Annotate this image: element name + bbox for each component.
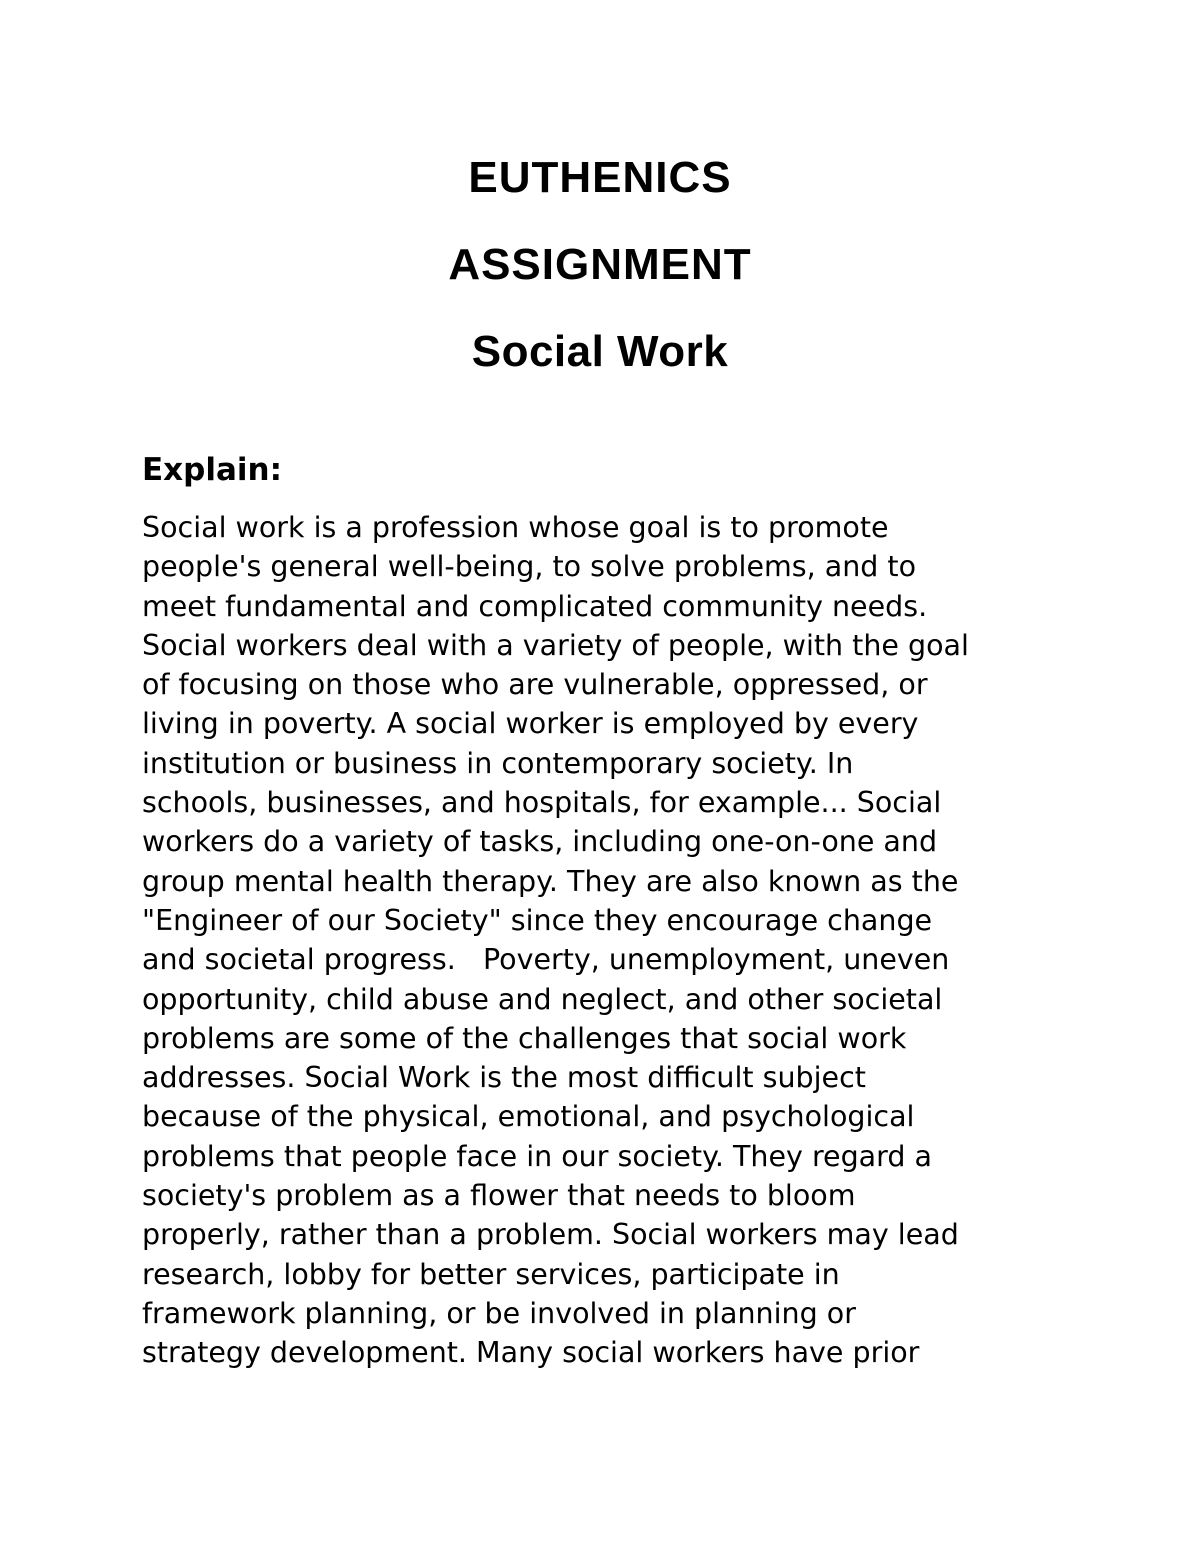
document-topic: Social Work: [471, 327, 729, 376]
body-line: living in poverty. A social worker is employed by every: [142, 707, 919, 741]
body-line: group mental health therapy. They are also known as the: [142, 864, 959, 898]
body-line: society's problem as a flower that needs to bloom: [142, 1179, 856, 1213]
body-line: addresses. Social Work is the most difficult subject: [142, 1061, 866, 1095]
body-line: Social workers deal with a variety of people, with the goal: [142, 628, 969, 662]
body-line: problems that people face in our society. They regard a: [142, 1139, 932, 1173]
body-line: Social work is a profession whose goal is to promote: [142, 511, 889, 544]
body-line: properly, rather than a problem. Social workers may lead: [142, 1218, 959, 1252]
body-line: schools, businesses, and hospitals, for example... Social: [142, 786, 942, 820]
body-line: because of the physical, emotional, and psychological: [142, 1100, 915, 1134]
section-heading: Explain:: [142, 452, 282, 488]
document-title: EUTHENICS: [468, 153, 732, 202]
body-line: "Engineer of our Society" since they encourage change: [142, 903, 933, 937]
body-line: of focusing on those who are vulnerable, oppressed, or: [142, 668, 928, 702]
body-line: framework planning, or be involved in planning or: [142, 1296, 856, 1330]
body-line: strategy development. Many social workers have prior: [142, 1336, 920, 1370]
body-line: and societal progress. Poverty, unemployment, uneven: [142, 943, 950, 977]
body-paragraph: [142, 508, 1062, 1373]
document-subtitle: ASSIGNMENT: [448, 240, 752, 289]
body-line: institution or business in contemporary society. In: [142, 746, 854, 780]
body-line: opportunity, child abuse and neglect, and other societal: [142, 982, 943, 1016]
body-line: research, lobby for better services, participate in: [142, 1257, 840, 1291]
body-line: meet fundamental and complicated community needs.: [142, 589, 928, 623]
body-line: people's general well-being, to solve problems, and to: [142, 550, 917, 584]
body-line: workers do a variety of tasks, including one-on-one and: [142, 825, 938, 859]
body-line: problems are some of the challenges that social work: [142, 1021, 907, 1055]
